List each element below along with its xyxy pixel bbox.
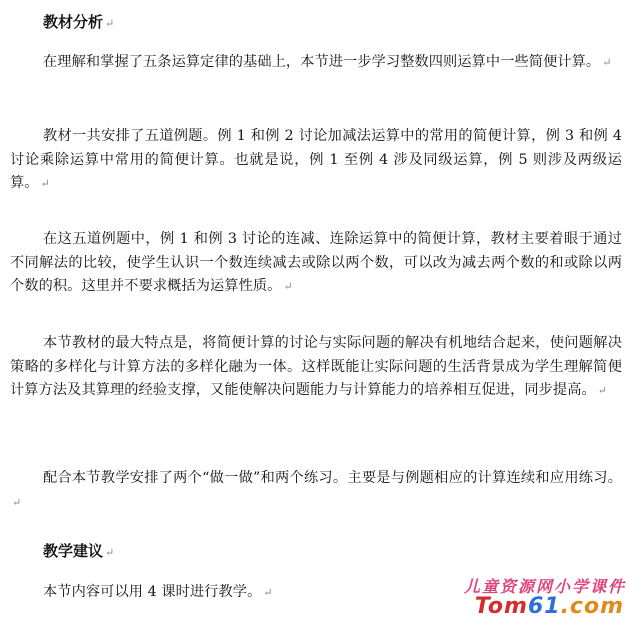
paragraph-mark-icon: ↵ (602, 56, 612, 69)
paragraph-3: 在这五道例题中，例 1 和例 3 讨论的连减、连除运算中的简便计算，教材主要着眼于通过不同解法的比较，使学生认识一个数连续减去或除以两个数，可以改为减去两个数的和或除以两个数的积。这里并不要求概括为运算性质。 ↵ (10, 231, 622, 294)
section-heading-suggestion: 教学建议 ↵ (43, 542, 115, 560)
paragraph-mark-icon: ↵ (12, 495, 22, 509)
paragraph-mark-icon: ↵ (40, 177, 50, 190)
paragraph-mark-icon: ↵ (105, 17, 115, 30)
site-watermark (410, 572, 630, 622)
paragraph-4: 本节教材的最大特点是，将简便计算的讨论与实际问题的解决有机地结合起来，使问题解决策略的多样化与计算方法的多样化融为一体。这样既能让实际问题的生活背景成为学生理解简便计算方法及其算理的经验支撑，又能使解决问题能力与计算能力的培养相互促进，同步提高。 ↵ (10, 335, 622, 398)
watermark-site-name: 儿童资源网小学课件 (463, 577, 626, 596)
paragraph-2: 教材一共安排了五道例题。例 1 和例 2 讨论加减法运算中的常用的简便计算，例 3 和例 4 讨论乘除运算中常用的简便计算。也就是说，例 1 至例 4 涉及同级运算，例 5 则涉及两级运算。 ↵ (10, 128, 622, 191)
section-heading-analysis: 教材分析 ↵ (43, 13, 115, 31)
watermark-logo-text: Tom61.com (474, 594, 624, 619)
paragraph-1: 在理解和掌握了五条运算定律的基础上，本节进一步学习整数四则运算中一些简便计算。 ↵ (43, 54, 612, 70)
paragraph-6: 本节内容可以用 4 课时进行教学。 ↵ (43, 584, 273, 600)
paragraph-mark-icon: ↵ (597, 384, 608, 397)
paragraph-mark-icon: ↵ (105, 546, 115, 559)
paragraph-5: 配合本节教学安排了两个“做一做”和两个练习。主要是与例题相应的计算连续和应用练习。↵ (12, 470, 622, 509)
paragraph-mark-icon: ↵ (283, 280, 293, 293)
paragraph-mark-icon: ↵ (263, 586, 273, 599)
